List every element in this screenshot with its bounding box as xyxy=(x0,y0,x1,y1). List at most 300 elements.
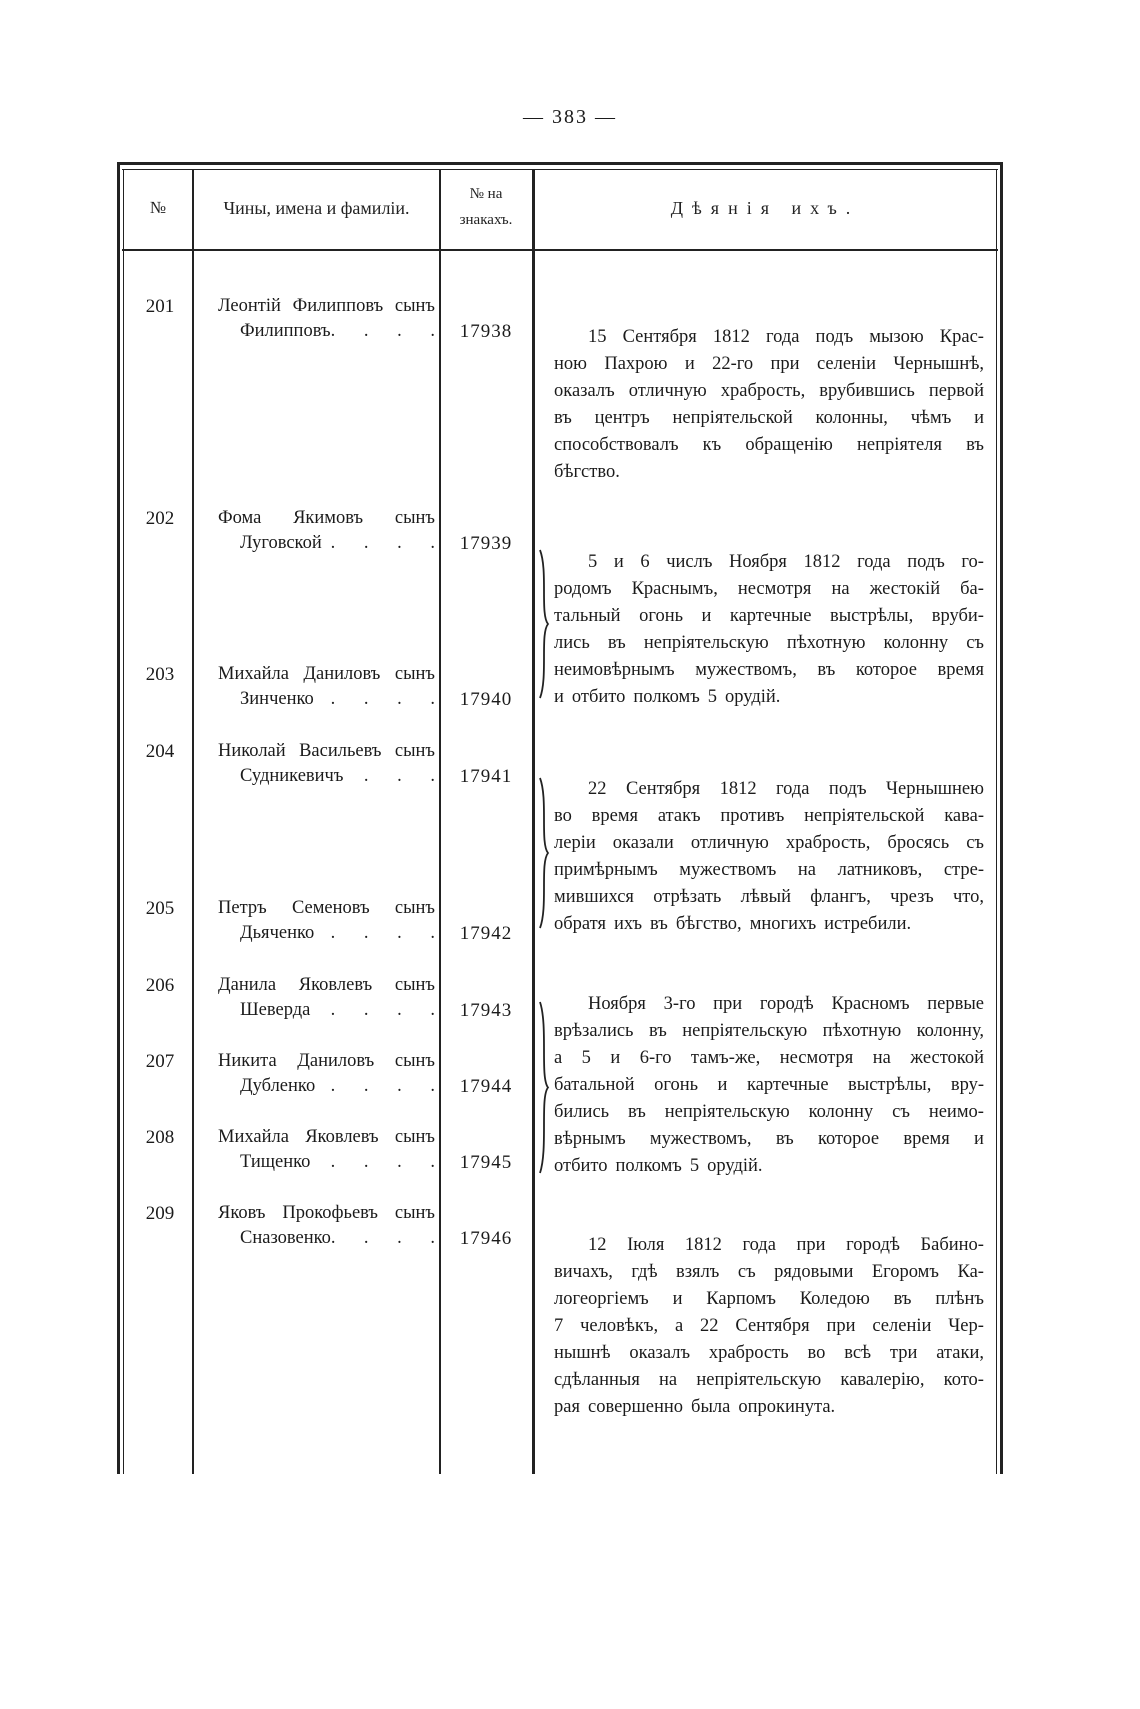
badge-number: 17942 xyxy=(459,923,513,944)
word: взялъ xyxy=(676,1262,720,1282)
word: мужествомъ, xyxy=(649,1129,752,1149)
word: храбрость xyxy=(708,1343,789,1363)
word: неимовѣрнымъ xyxy=(554,660,675,680)
name-word: сынъ xyxy=(394,1051,435,1071)
word: 1812 xyxy=(712,327,750,347)
deed-line xyxy=(554,1394,984,1421)
row-number: 208 xyxy=(145,1127,175,1148)
word: чѣмъ xyxy=(910,408,952,428)
word: въ xyxy=(650,914,668,934)
brace-icon xyxy=(536,1000,554,1175)
word: года xyxy=(742,1235,776,1255)
word: бились xyxy=(554,1102,610,1122)
word: въ xyxy=(966,435,984,455)
name-word: сынъ xyxy=(394,898,435,918)
name-word: сынъ xyxy=(394,1127,435,1147)
word: селеніи xyxy=(816,354,876,374)
deed-line xyxy=(554,324,984,351)
word: въ xyxy=(554,408,572,428)
word: всѣ xyxy=(844,1343,872,1363)
word: и xyxy=(974,408,984,428)
deed-line xyxy=(554,549,984,576)
word: истребили. xyxy=(824,914,912,934)
word: жестокой xyxy=(910,1048,984,1068)
word: въ xyxy=(628,1102,646,1122)
word: въ xyxy=(648,1021,667,1041)
badge-number: 17938 xyxy=(459,321,513,342)
word: центръ xyxy=(594,408,650,428)
word: рая xyxy=(554,1397,580,1417)
word: Егоромъ xyxy=(871,1262,939,1282)
word: колонны, xyxy=(815,408,888,428)
word: кото- xyxy=(943,1370,984,1390)
word: и xyxy=(610,1048,621,1068)
word: въ xyxy=(817,660,836,680)
word: которое xyxy=(817,1129,880,1149)
word: Красномъ xyxy=(831,994,910,1014)
word: Крас- xyxy=(939,327,984,347)
word: Пахрою xyxy=(604,354,668,374)
word: обратя xyxy=(554,914,606,934)
word: рядовыми xyxy=(774,1262,854,1282)
name-word: Петръ xyxy=(218,898,267,918)
word: опрокинута. xyxy=(738,1397,836,1417)
word: 5 xyxy=(689,1156,700,1176)
name-line-1 xyxy=(218,296,435,317)
word: атаки, xyxy=(936,1343,984,1363)
word: храбрость, xyxy=(720,381,806,401)
word: пѣхотную xyxy=(786,633,866,653)
word: 6 xyxy=(640,552,650,572)
word: съ xyxy=(966,633,984,653)
word: колонну xyxy=(883,633,949,653)
word: 6-го xyxy=(639,1048,672,1068)
surname: Тищенко xyxy=(240,1152,311,1172)
name-line-2 xyxy=(240,689,447,710)
word: Іюля xyxy=(627,1235,665,1255)
word: Бабино- xyxy=(920,1235,984,1255)
word: атакъ xyxy=(657,806,701,826)
deed-paragraph xyxy=(554,1232,984,1421)
deed-line xyxy=(554,776,984,803)
deed-paragraph xyxy=(554,991,984,1180)
name-line-1 xyxy=(218,1203,435,1224)
word: непріятеля xyxy=(857,435,942,455)
word: отбито xyxy=(571,687,626,707)
row-number: 203 xyxy=(145,664,175,685)
word: мужествомъ, xyxy=(695,660,797,680)
word: мившихся xyxy=(554,887,634,907)
leader-dots: . . . . xyxy=(330,321,447,341)
surname: Дьяченко xyxy=(240,923,315,943)
badge-number: 17941 xyxy=(459,766,513,787)
word: человѣкъ, xyxy=(580,1316,659,1336)
word: ихъ xyxy=(614,914,643,934)
word: кавалерію, xyxy=(840,1370,925,1390)
badge-number: 17946 xyxy=(459,1228,513,1249)
word: къ xyxy=(702,435,722,455)
word: огонь xyxy=(654,1075,699,1095)
row-number: 205 xyxy=(145,898,175,919)
word: съ xyxy=(737,1262,756,1282)
word: гдѣ xyxy=(631,1262,658,1282)
word: 1812 xyxy=(803,552,841,572)
deed-line xyxy=(554,1259,984,1286)
name-word: Васильевъ xyxy=(299,741,382,761)
word: была xyxy=(691,1397,731,1417)
row-number: 201 xyxy=(145,296,175,317)
word: флангъ, xyxy=(810,887,871,907)
word: 22-го xyxy=(712,354,754,374)
word: картечные xyxy=(746,1075,829,1095)
word: и xyxy=(554,687,564,707)
word: чрезъ xyxy=(890,887,934,907)
word: отбито xyxy=(554,1156,608,1176)
word: первые xyxy=(927,994,984,1014)
word: въ xyxy=(893,1289,912,1309)
word: 1812 xyxy=(719,779,757,799)
surname: Судникевичъ xyxy=(240,766,344,786)
name-line-1 xyxy=(218,1127,435,1148)
badge-number: 17939 xyxy=(459,533,513,554)
deed-line xyxy=(554,1286,984,1313)
word: время xyxy=(591,806,639,826)
name-word: Леонтій xyxy=(218,296,281,316)
word: 5 xyxy=(581,1048,591,1068)
deed-line xyxy=(554,432,984,459)
name-word: Филипповъ xyxy=(292,296,384,316)
deed-line xyxy=(554,1232,984,1259)
word: вруби- xyxy=(931,606,984,626)
word: лѣвый xyxy=(740,887,791,907)
word: съ xyxy=(966,833,984,853)
name-word: Николай xyxy=(218,741,286,761)
word: при xyxy=(826,1316,856,1336)
word: 22 xyxy=(700,1316,719,1336)
word: Сентября xyxy=(625,779,701,799)
deed-line xyxy=(554,405,984,432)
word: что, xyxy=(952,887,984,907)
word: на xyxy=(872,1048,891,1068)
brace-icon xyxy=(536,776,554,930)
word: оказали xyxy=(612,833,674,853)
word: Сентября xyxy=(622,327,697,347)
word: выстрѣлы, xyxy=(848,1075,932,1095)
word: непріятельской xyxy=(804,806,925,826)
name-word: Семеновъ xyxy=(291,898,370,918)
word: и xyxy=(672,1289,683,1309)
deed-line xyxy=(554,378,984,405)
word: непріятельскую xyxy=(682,1021,808,1041)
page-number: — 383 — xyxy=(523,106,617,128)
word: года xyxy=(776,779,810,799)
leader-dots: . . . . xyxy=(330,689,447,709)
word: и xyxy=(974,1129,984,1149)
name-word: Даниловъ xyxy=(303,664,381,684)
word: года xyxy=(765,327,800,347)
word: мызою xyxy=(869,327,924,347)
word: при xyxy=(770,354,800,374)
word: бросясь xyxy=(887,833,950,853)
word: плѣнъ xyxy=(935,1289,984,1309)
row-number: 202 xyxy=(145,508,175,529)
name-line-1 xyxy=(218,508,435,529)
leader-dots: . . . . xyxy=(330,1152,447,1172)
word: и xyxy=(717,1075,728,1095)
name-word: Михайла xyxy=(218,664,289,684)
word: врубившись xyxy=(819,381,915,401)
word: жестокій xyxy=(869,579,941,599)
word: тальный xyxy=(554,606,621,626)
word: селеніи xyxy=(872,1316,932,1336)
name-word: Даниловъ xyxy=(297,1051,375,1071)
word: на xyxy=(797,860,816,880)
header-deeds: Дѣянія ихъ. xyxy=(670,198,860,218)
badge-number: 17944 xyxy=(459,1076,513,1097)
word: отличную xyxy=(628,381,707,401)
word: три xyxy=(889,1343,918,1363)
word: кава- xyxy=(944,806,984,826)
word: храбрость, xyxy=(785,833,871,853)
word: оказалъ xyxy=(554,381,615,401)
word: и xyxy=(701,606,712,626)
name-word: сынъ xyxy=(394,1203,435,1223)
deed-line xyxy=(554,603,984,630)
row-number: 209 xyxy=(145,1203,175,1224)
row-number: 204 xyxy=(145,741,175,762)
word: сдѣланныя xyxy=(554,1370,640,1390)
surname: Шеверда xyxy=(240,1000,311,1020)
surname: Филипповъ xyxy=(240,321,331,341)
word: при xyxy=(796,1235,826,1255)
name-line-1 xyxy=(218,1051,435,1072)
header-number: № xyxy=(149,198,167,217)
name-line-1 xyxy=(218,664,435,685)
word: вѣрнымъ xyxy=(554,1129,626,1149)
word: а xyxy=(554,1048,563,1068)
word: Чернышнею xyxy=(885,779,984,799)
word: орудій. xyxy=(707,1156,763,1176)
header-names: Чины, имена и фамиліи. xyxy=(223,198,410,218)
word: колонну xyxy=(808,1102,874,1122)
word: на xyxy=(831,579,850,599)
word: Чернышнѣ, xyxy=(893,354,984,374)
leader-dots: . . . . xyxy=(330,533,447,553)
deed-line xyxy=(554,684,984,711)
deed-line xyxy=(554,576,984,603)
name-word: сынъ xyxy=(394,508,435,528)
name-line-2 xyxy=(240,1076,447,1097)
deed-line xyxy=(554,1045,984,1072)
word: первой xyxy=(928,381,984,401)
word: полкомъ xyxy=(633,687,700,707)
word: непріятельской xyxy=(672,408,793,428)
row-number: 207 xyxy=(145,1051,175,1072)
word: выстрѣлы, xyxy=(829,606,914,626)
word: неимо- xyxy=(928,1102,984,1122)
word: леріи xyxy=(554,833,596,853)
surname: Дубленко xyxy=(240,1076,316,1096)
name-word: Прокофьевъ xyxy=(282,1203,378,1223)
leader-dots: . . . xyxy=(363,1228,447,1248)
name-word: Фома xyxy=(218,508,262,528)
word: городѣ xyxy=(846,1235,900,1255)
word: 22 xyxy=(588,779,607,799)
leader-dots: . . . . xyxy=(330,923,447,943)
word: года xyxy=(857,552,891,572)
leader-dots: . . . xyxy=(363,766,447,786)
deed-line xyxy=(554,1126,984,1153)
deed-line xyxy=(554,911,984,938)
word: ною xyxy=(554,354,587,374)
word: подъ xyxy=(815,327,854,347)
name-line-1 xyxy=(218,898,435,919)
name-word: Якимовъ xyxy=(293,508,364,528)
surname: Зинченко xyxy=(240,689,314,709)
row-number: 206 xyxy=(145,975,175,996)
header-badge-line2: знакахъ. xyxy=(459,212,513,228)
word: при xyxy=(713,994,743,1014)
word: колонну, xyxy=(916,1021,984,1041)
name-line-1 xyxy=(218,741,435,762)
name-word: Яковлевъ xyxy=(298,975,373,995)
name-word: Никита xyxy=(218,1051,277,1071)
word: несмотря xyxy=(779,1048,854,1068)
deed-line xyxy=(554,1018,984,1045)
deed-line xyxy=(554,1099,984,1126)
word: городѣ xyxy=(759,994,814,1014)
word: Краснымъ, xyxy=(631,579,718,599)
name-word: Яковлевъ xyxy=(305,1127,379,1147)
name-line-2 xyxy=(240,766,447,787)
word: и xyxy=(613,552,624,572)
deed-line xyxy=(554,830,984,857)
word: и xyxy=(684,354,695,374)
deed-line xyxy=(554,884,984,911)
word: орудій. xyxy=(725,687,781,707)
name-word: сынъ xyxy=(394,975,435,995)
word: въ xyxy=(775,1129,794,1149)
word: 5 xyxy=(588,552,598,572)
word: противъ xyxy=(720,806,785,826)
word: оказалъ xyxy=(629,1343,691,1363)
word: 12 xyxy=(588,1235,607,1255)
deed-line xyxy=(554,803,984,830)
word: обращенію xyxy=(745,435,833,455)
surname: Луговской xyxy=(240,533,322,553)
word: время xyxy=(937,660,984,680)
word: а xyxy=(674,1316,684,1336)
word: Ноября xyxy=(729,552,787,572)
word: Коледою xyxy=(799,1289,870,1309)
word: непріятельскую xyxy=(696,1370,822,1390)
name-word: Михайла xyxy=(218,1127,289,1147)
header-badge-line1: № на xyxy=(469,186,503,202)
badge-number: 17945 xyxy=(459,1152,513,1173)
deed-line xyxy=(554,1367,984,1394)
word: 3-го xyxy=(663,994,696,1014)
word: Карпомъ xyxy=(706,1289,776,1309)
word: ба- xyxy=(960,579,984,599)
word: во xyxy=(807,1343,826,1363)
deed-line xyxy=(554,1340,984,1367)
word: съ xyxy=(892,1102,910,1122)
word: несмотря xyxy=(737,579,812,599)
word: пѣхотную xyxy=(822,1021,902,1041)
word: картечные xyxy=(729,606,812,626)
deed-line xyxy=(554,657,984,684)
deed-paragraph xyxy=(554,776,984,938)
word: тамъ-же, xyxy=(690,1048,761,1068)
name-line-2 xyxy=(240,321,447,342)
word: огонь xyxy=(639,606,684,626)
name-word: Данила xyxy=(218,975,277,995)
leader-dots: . . . . xyxy=(330,1076,447,1096)
deed-line xyxy=(554,1153,984,1180)
name-line-2 xyxy=(240,1228,447,1249)
word: примѣрнымъ xyxy=(554,860,658,880)
word: вичахъ, xyxy=(554,1262,613,1282)
word: батальной xyxy=(554,1075,635,1095)
deed-line xyxy=(554,1313,984,1340)
deed-line xyxy=(554,459,984,486)
word: стре- xyxy=(943,860,984,880)
word: 15 xyxy=(588,327,607,347)
deed-line xyxy=(554,991,984,1018)
name-line-2 xyxy=(240,533,447,554)
name-line-2 xyxy=(240,1000,447,1021)
word: способствовалъ xyxy=(554,435,679,455)
word: лись xyxy=(554,633,590,653)
word: совершенно xyxy=(587,1397,684,1417)
word: подъ xyxy=(828,779,867,799)
word: го- xyxy=(961,552,984,572)
surname: Сназовенко. xyxy=(240,1228,336,1248)
word: нышнѣ xyxy=(554,1343,611,1363)
name-line-2 xyxy=(240,1152,447,1173)
word: 1812 xyxy=(684,1235,722,1255)
word: непріятельскую xyxy=(643,633,769,653)
deed-line xyxy=(554,1072,984,1099)
word: на xyxy=(659,1370,678,1390)
word: Сентября xyxy=(735,1316,810,1336)
name-line-1 xyxy=(218,975,435,996)
badge-number: 17943 xyxy=(459,1000,513,1021)
word: въ xyxy=(607,633,626,653)
word: логеоргіемъ xyxy=(554,1289,649,1309)
name-word: сынъ xyxy=(394,664,435,684)
word: многихъ xyxy=(749,914,817,934)
deed-line xyxy=(554,857,984,884)
word: мужествомъ xyxy=(679,860,777,880)
leader-dots: . . . . xyxy=(330,1000,447,1020)
word: вру- xyxy=(950,1075,984,1095)
word: которое xyxy=(855,660,917,680)
word: 5 xyxy=(707,687,718,707)
deed-line xyxy=(554,351,984,378)
word: отрѣзать xyxy=(653,887,722,907)
name-line-2 xyxy=(240,923,447,944)
word: непріятельскую xyxy=(664,1102,790,1122)
word: латниковъ, xyxy=(837,860,923,880)
word: бѣгство. xyxy=(554,462,620,482)
word: время xyxy=(903,1129,950,1149)
word: во xyxy=(554,806,572,826)
word: врѣзались xyxy=(554,1021,634,1041)
name-word: Яковъ xyxy=(218,1203,266,1223)
deed-line xyxy=(554,630,984,657)
brace-icon xyxy=(536,548,554,700)
